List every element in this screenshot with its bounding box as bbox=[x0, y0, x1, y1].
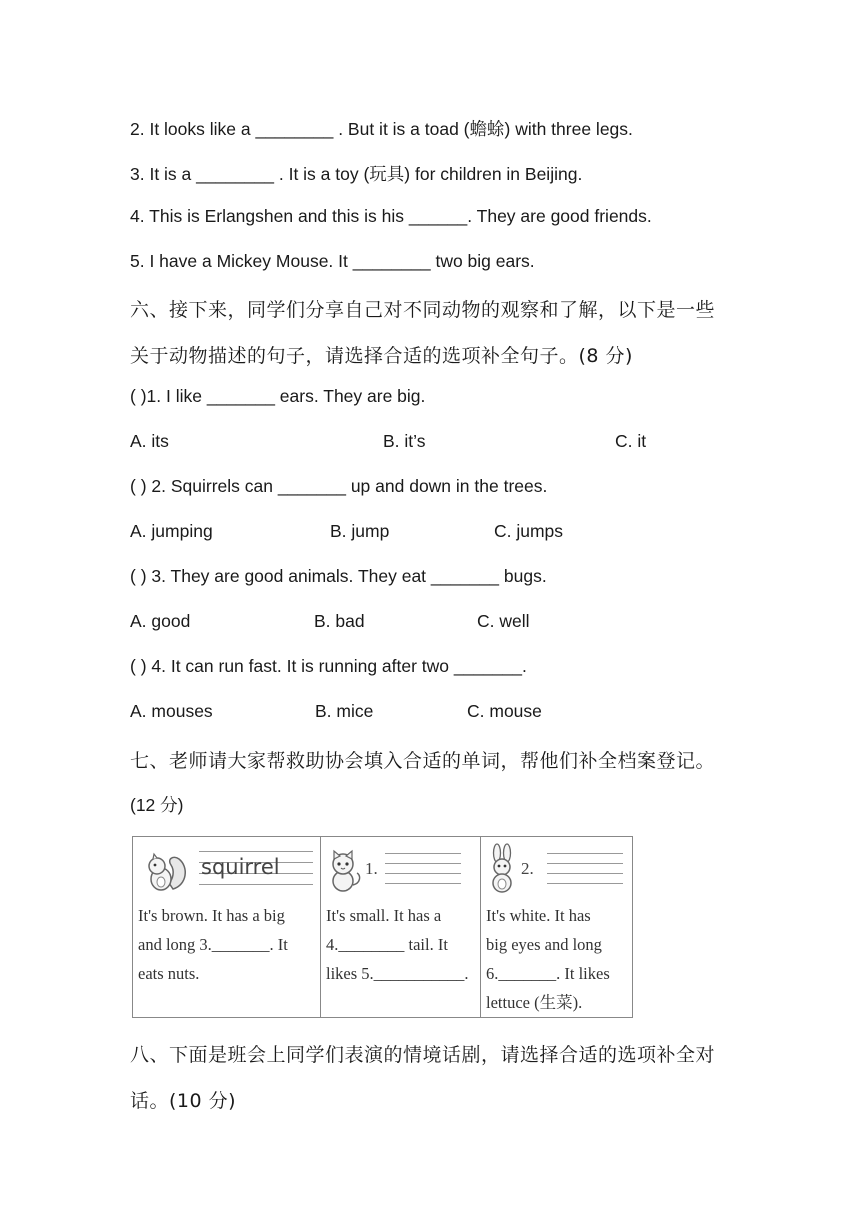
section-8-heading-line1: 八、下面是班会上同学们表演的情境话剧，请选择合适的选项补全对 bbox=[130, 1044, 716, 1066]
rabbit-description-line-4: lettuce (生菜). bbox=[486, 993, 583, 1012]
rabbit-icon bbox=[486, 843, 518, 895]
question-6-3-option-b: B. bad bbox=[314, 611, 365, 631]
registration-table bbox=[132, 836, 633, 1018]
question-6-3-option-a: A. good bbox=[130, 611, 191, 631]
registration-cell-cat bbox=[321, 837, 481, 1018]
question-6-2-option-a: A. jumping bbox=[130, 521, 213, 541]
question-6-4-option-b: B. mice bbox=[315, 701, 374, 721]
section-6-heading-line1: 六、接下来，同学们分享自己对不同动物的观察和了解，以下是一些 bbox=[130, 299, 716, 321]
question-6-1-option-a: A. its bbox=[130, 431, 169, 451]
question-6-1-option-c: C. it bbox=[615, 431, 647, 451]
question-6-2-option-c: C. jumps bbox=[494, 521, 564, 541]
cat-description-line-1: It's small. It has a bbox=[326, 906, 442, 925]
cat-number: 1. bbox=[365, 859, 378, 878]
cat-writing-lines bbox=[385, 853, 461, 886]
squirrel-word: squirrel bbox=[201, 855, 280, 879]
question-6-4-option-c: C. mouse bbox=[467, 701, 542, 721]
squirrel-icon bbox=[143, 849, 189, 895]
cat-description-line-3: likes 5.___________. bbox=[326, 964, 469, 983]
question-5-5: 5. I have a Mickey Mouse. It ________ two big ears. bbox=[130, 251, 535, 271]
section-7-heading-line2: (12 分) bbox=[130, 795, 184, 815]
squirrel-writing-lines bbox=[199, 851, 313, 884]
question-5-2: 2. It looks like a ________ . But it is a toad (蟾蜍) with three legs. bbox=[130, 119, 633, 139]
squirrel-description-line-1: It's brown. It has a big bbox=[138, 906, 285, 925]
cat-description-line-2: 4.________ tail. It bbox=[326, 935, 448, 954]
question-6-1-option-b: B. it’s bbox=[383, 431, 426, 451]
registration-cell-rabbit bbox=[481, 837, 633, 1018]
question-6-4-stem: ( ) 4. It can run fast. It is running after two _______. bbox=[130, 656, 527, 676]
cat-description bbox=[321, 899, 480, 988]
question-5-4: 4. This is Erlangshen and this is his ______. They are good friends. bbox=[130, 206, 652, 226]
squirrel-description-line-3: eats nuts. bbox=[138, 964, 200, 983]
rabbit-description bbox=[481, 899, 632, 1017]
squirrel-description bbox=[133, 899, 320, 988]
question-6-4-option-a: A. mouses bbox=[130, 701, 213, 721]
rabbit-description-line-2: big eyes and long bbox=[486, 935, 602, 954]
question-6-2-stem: ( ) 2. Squirrels can _______ up and down in the trees. bbox=[130, 476, 548, 496]
question-6-3-option-c: C. well bbox=[477, 611, 530, 631]
squirrel-description-line-2: and long 3._______. It bbox=[138, 935, 288, 954]
question-6-1-stem: ( )1. I like _______ ears. They are big. bbox=[130, 386, 426, 406]
question-6-2-option-b: B. jump bbox=[330, 521, 390, 541]
rabbit-number: 2. bbox=[521, 859, 534, 878]
rabbit-writing-lines bbox=[547, 853, 623, 886]
question-5-3: 3. It is a ________ . It is a toy (玩具) for children in Beijing. bbox=[130, 164, 583, 184]
rabbit-description-line-3: 6._______. It likes bbox=[486, 964, 610, 983]
rabbit-description-line-1: It's white. It has bbox=[486, 906, 591, 925]
registration-cell-squirrel bbox=[133, 837, 321, 1018]
section-8-heading-line2: 话。(10 分) bbox=[130, 1090, 237, 1112]
cat-icon bbox=[325, 847, 363, 893]
section-6-heading-line2: 关于动物描述的句子，请选择合适的选项补全句子。(8 分) bbox=[130, 345, 633, 367]
section-7-heading-line1: 七、老师请大家帮救助协会填入合适的单词，帮他们补全档案登记。 bbox=[130, 750, 716, 772]
question-6-3-stem: ( ) 3. They are good animals. They eat _______ bugs. bbox=[130, 566, 547, 586]
